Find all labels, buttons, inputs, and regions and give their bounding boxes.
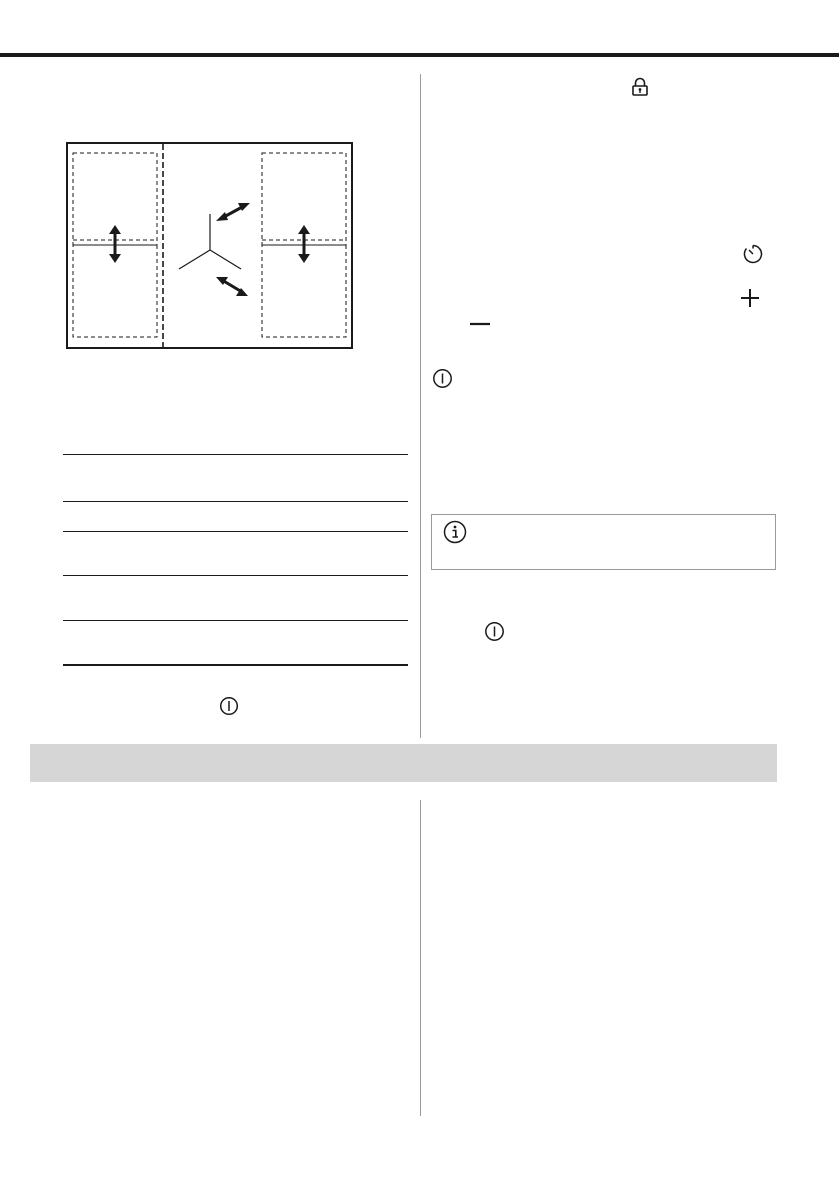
column-divider-top	[420, 74, 421, 738]
timer-icon	[742, 243, 764, 265]
header-rule	[0, 53, 839, 57]
power-icon	[219, 696, 239, 716]
power-icon	[484, 621, 505, 642]
section-heading-band	[30, 744, 777, 782]
hob-zone-layout-diagram	[66, 142, 353, 349]
double-arrow-vertical-right	[298, 225, 310, 263]
lock-icon	[630, 77, 650, 97]
table-bottom-rule	[63, 664, 408, 666]
table-row-rule	[63, 531, 408, 532]
plus-icon	[739, 287, 761, 309]
double-arrow-diagonal-lower	[216, 277, 248, 296]
minus-icon	[469, 320, 491, 328]
info-icon	[443, 520, 467, 544]
table-top-rule	[63, 454, 408, 455]
table-row-rule	[63, 620, 408, 621]
double-arrow-diagonal-upper	[216, 203, 250, 221]
power-icon	[432, 368, 453, 389]
column-divider-bottom	[420, 800, 421, 1116]
info-note-box	[431, 514, 776, 570]
table-row-rule	[63, 575, 408, 576]
double-arrow-vertical-left	[109, 225, 121, 263]
table-header-rule	[63, 501, 408, 502]
